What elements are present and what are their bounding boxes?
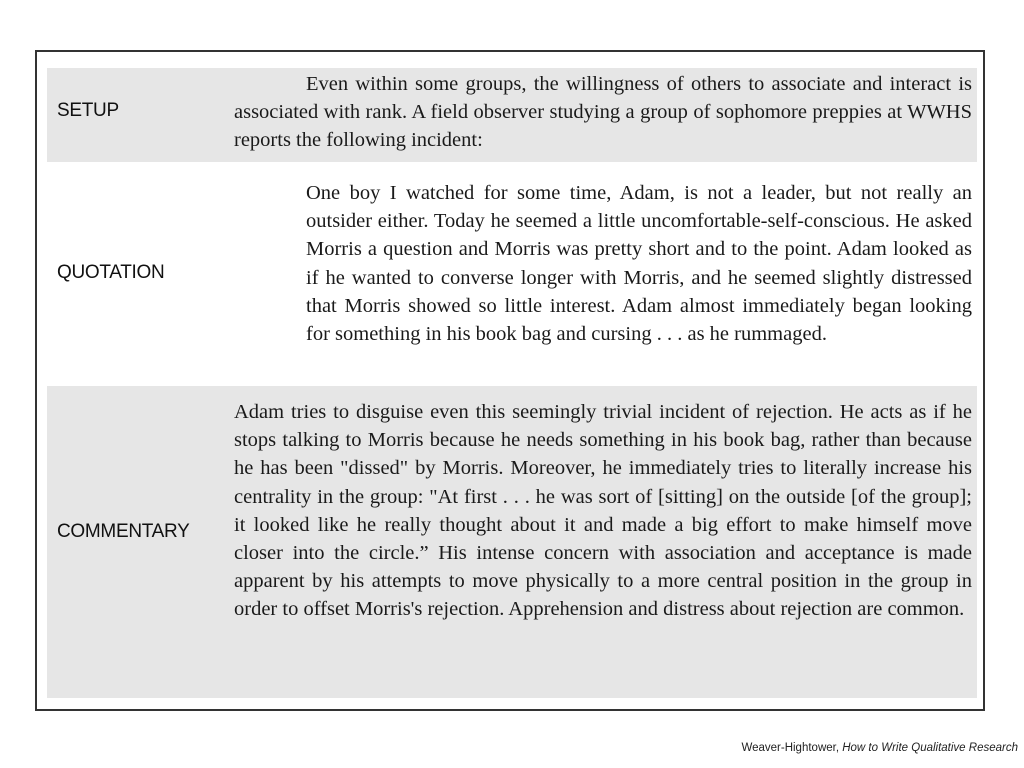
commentary-text: Adam tries to disguise even this seemingly trivial incident of rejection. He acts as if he stops talking to Morris because he needs something in his book bag, rather than because he has been "dissed" by Morris. Moreover, he immediately tries to literally increase his centrality in the group: "At first . . . he was sort of [sitting] on the outside [of the group]; it looked like he really thought about it and made a big effort to make himself move closer into the circle.” His intense concern with association and acceptance is made apparent by his attempts to move physically to a more central position in the group in order to offset Morris's rejection. Apprehension and distress about rejection are common. [234,401,972,621]
source-citation [741,742,1018,754]
setup-text: Even within some groups, the willingness of others to associate and interact is associated with rank. A field observer studying a group of sophomore preppies at WWHS reports the following incident: [234,73,972,152]
citation-author: Weaver-Hightower, [741,742,843,754]
annotated-excerpt-frame [35,50,985,711]
quotation-row [47,162,977,386]
setup-row [47,68,977,162]
citation-title: How to Write Qualitative Research [842,742,1018,754]
commentary-label: COMMENTARY [57,521,190,542]
quotation-label: QUOTATION [57,262,165,283]
setup-label: SETUP [57,100,119,121]
commentary-row [47,386,977,698]
quotation-text: One boy I watched for some time, Adam, is not a leader, but not really an outsider either. Today he seemed a little uncomfortable-self-conscious. He asked Morris a question and Morris was pretty short and to the point. Adam looked as if he wanted to converse longer with Morris, and he seemed slightly distressed that Morris showed so little interest. Adam almost immediately began looking for something in his book bag and cursing . . . as he rummaged. [306,182,972,346]
